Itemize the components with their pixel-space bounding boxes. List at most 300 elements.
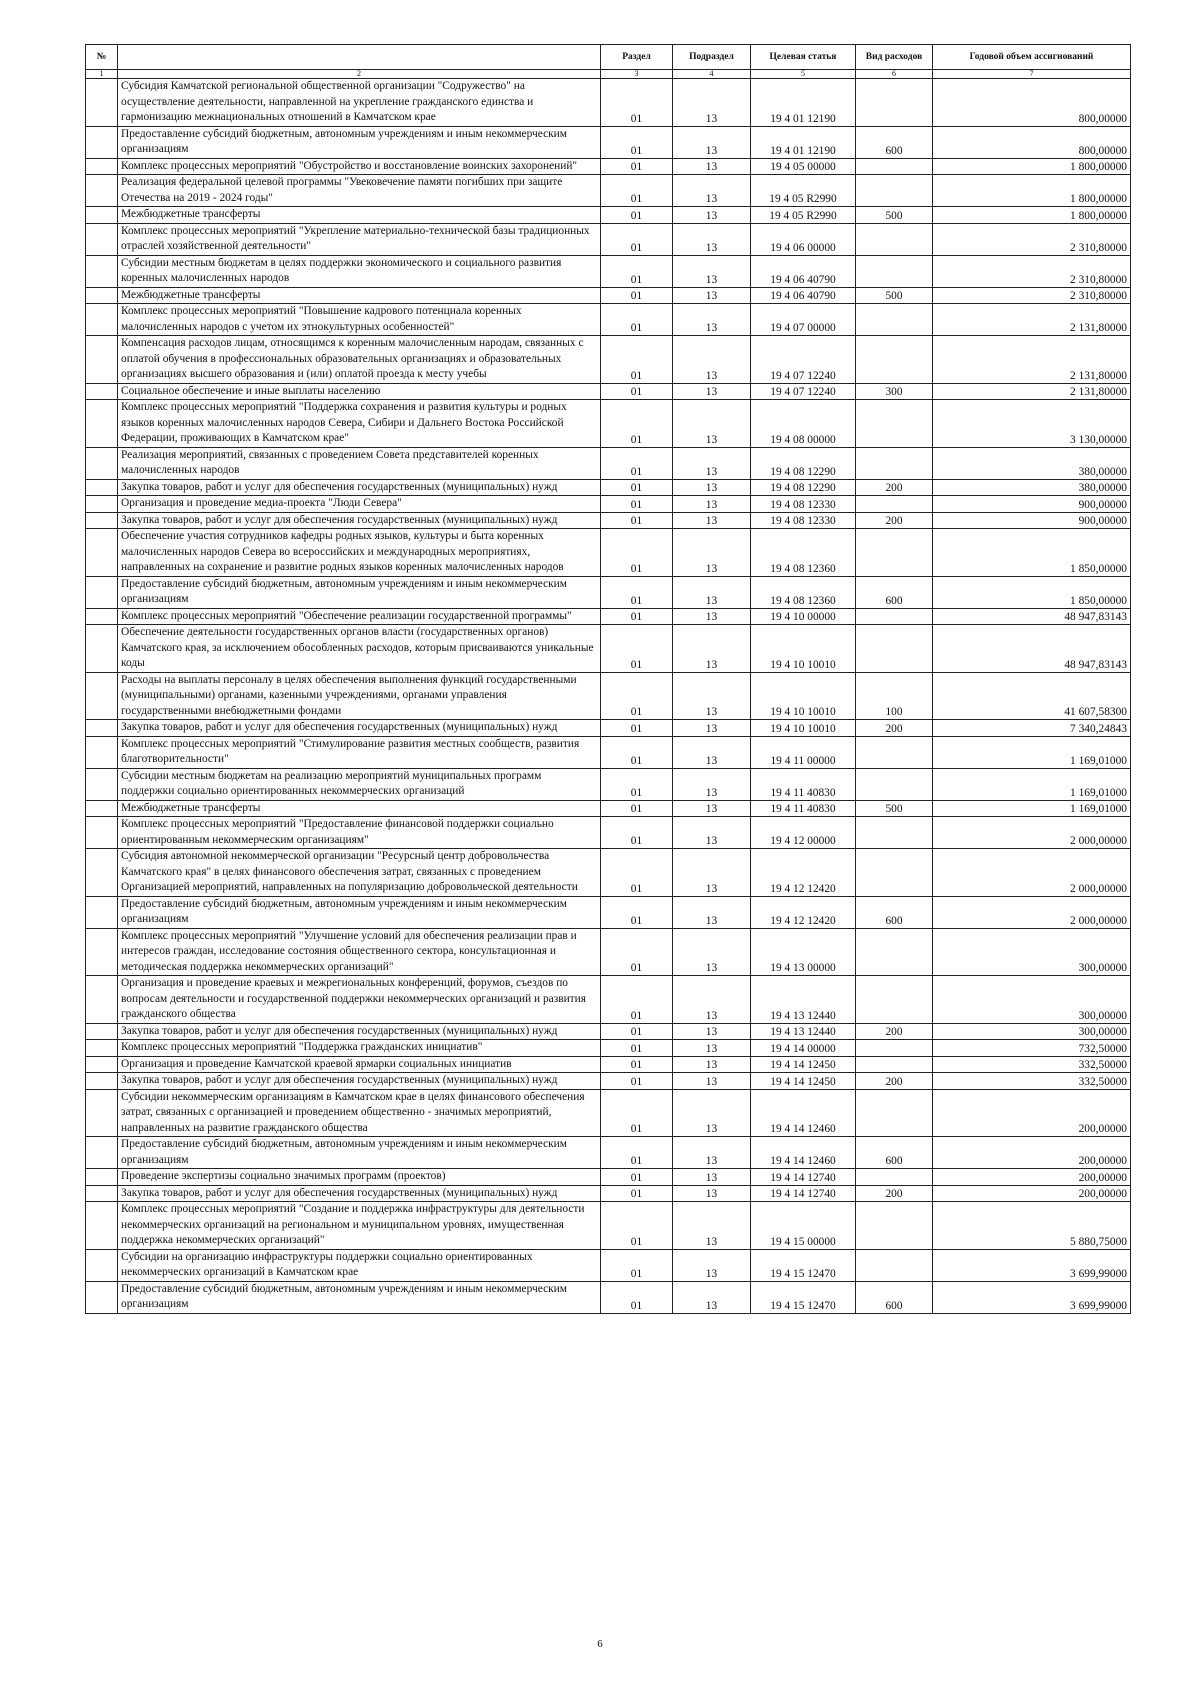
row-number xyxy=(86,175,118,207)
row-razdel: 01 xyxy=(601,625,673,673)
row-name: Обеспечение деятельности государственных органов власти (государственных органов) Камчатского края, за исключением обособленных расходов, которым присваиваются уникальные коды xyxy=(118,625,601,673)
row-razdel: 01 xyxy=(601,576,673,608)
row-target: 19 4 14 00000 xyxy=(751,1040,856,1057)
table-row xyxy=(86,736,1131,768)
row-podrazdel: 13 xyxy=(673,1040,751,1057)
row-number xyxy=(86,849,118,897)
row-expense-type xyxy=(856,608,933,625)
header-row xyxy=(86,45,1131,70)
row-number xyxy=(86,383,118,400)
row-amount: 1 850,00000 xyxy=(933,529,1131,577)
row-razdel: 01 xyxy=(601,447,673,479)
row-number xyxy=(86,1169,118,1186)
table-row xyxy=(86,608,1131,625)
row-razdel: 01 xyxy=(601,175,673,207)
row-expense-type xyxy=(856,1040,933,1057)
row-number xyxy=(86,304,118,336)
row-target: 19 4 10 10010 xyxy=(751,625,856,673)
row-amount: 48 947,83143 xyxy=(933,625,1131,673)
row-expense-type xyxy=(856,928,933,976)
row-number xyxy=(86,928,118,976)
row-target: 19 4 14 12460 xyxy=(751,1089,856,1137)
row-name: Организация и проведение медиа-проекта "Люди Севера" xyxy=(118,496,601,513)
row-number xyxy=(86,896,118,928)
row-expense-type xyxy=(856,529,933,577)
column-number: 6 xyxy=(856,70,933,79)
table-row xyxy=(86,1040,1131,1057)
row-podrazdel: 13 xyxy=(673,736,751,768)
row-podrazdel: 13 xyxy=(673,79,751,127)
row-amount: 2 000,00000 xyxy=(933,849,1131,897)
row-expense-type xyxy=(856,336,933,384)
table-row xyxy=(86,126,1131,158)
row-razdel: 01 xyxy=(601,1056,673,1073)
row-razdel: 01 xyxy=(601,512,673,529)
row-name: Закупка товаров, работ и услуг для обеспечения государственных (муниципальных) нужд xyxy=(118,720,601,737)
row-amount: 2 000,00000 xyxy=(933,896,1131,928)
row-podrazdel: 13 xyxy=(673,1023,751,1040)
row-number xyxy=(86,255,118,287)
row-podrazdel: 13 xyxy=(673,1185,751,1202)
row-number xyxy=(86,126,118,158)
row-target: 19 4 11 40830 xyxy=(751,800,856,817)
row-number xyxy=(86,400,118,448)
row-name: Субсидия Камчатской региональной общественной организации "Содружество" на осуществление деятельности, направленной на укрепление гражданского единства и гармонизацию межнациональных отношений в Камчатском крае xyxy=(118,79,601,127)
row-target: 19 4 06 40790 xyxy=(751,255,856,287)
row-target: 19 4 07 12240 xyxy=(751,336,856,384)
row-number xyxy=(86,1249,118,1281)
row-name: Комплекс процессных мероприятий "Улучшение условий для обеспечения реализации прав и интересов граждан, исследование состояния общественного сектора, консультационная и методическая поддержка некоммерческих организаций" xyxy=(118,928,601,976)
table-row xyxy=(86,158,1131,175)
row-razdel: 01 xyxy=(601,1281,673,1313)
table-row xyxy=(86,1137,1131,1169)
column-number: 3 xyxy=(601,70,673,79)
row-name: Закупка товаров, работ и услуг для обеспечения государственных (муниципальных) нужд xyxy=(118,512,601,529)
col-header-number: № xyxy=(86,45,118,70)
row-razdel: 01 xyxy=(601,479,673,496)
column-number: 7 xyxy=(933,70,1131,79)
row-razdel: 01 xyxy=(601,736,673,768)
row-name: Закупка товаров, работ и услуг для обеспечения государственных (муниципальных) нужд xyxy=(118,479,601,496)
col-header-razdel: Раздел xyxy=(601,45,673,70)
table-row xyxy=(86,336,1131,384)
row-podrazdel: 13 xyxy=(673,175,751,207)
row-razdel: 01 xyxy=(601,1073,673,1090)
row-amount: 380,00000 xyxy=(933,447,1131,479)
table-row xyxy=(86,1185,1131,1202)
row-razdel: 01 xyxy=(601,1185,673,1202)
row-podrazdel: 13 xyxy=(673,383,751,400)
row-amount: 2 310,80000 xyxy=(933,223,1131,255)
row-amount: 1 169,01000 xyxy=(933,768,1131,800)
row-target: 19 4 13 12440 xyxy=(751,976,856,1024)
row-expense-type: 600 xyxy=(856,576,933,608)
row-name: Комплекс процессных мероприятий "Поддержка гражданских инициатив" xyxy=(118,1040,601,1057)
row-amount: 332,50000 xyxy=(933,1073,1131,1090)
row-expense-type: 200 xyxy=(856,1185,933,1202)
row-name: Комплекс процессных мероприятий "Обеспечение реализации государственной программы" xyxy=(118,608,601,625)
budget-table xyxy=(85,44,1131,1314)
table-row xyxy=(86,175,1131,207)
row-name: Комплекс процессных мероприятий "Создание и поддержка инфраструктуры для деятельности некоммерческих организаций на региональном и муниципальном уровнях, имущественная поддержка некоммерческих организаций" xyxy=(118,1202,601,1250)
table-row xyxy=(86,529,1131,577)
row-expense-type xyxy=(856,976,933,1024)
table-row xyxy=(86,1073,1131,1090)
row-number xyxy=(86,1023,118,1040)
row-number xyxy=(86,1137,118,1169)
table-row xyxy=(86,576,1131,608)
row-amount: 900,00000 xyxy=(933,512,1131,529)
row-target: 19 4 05 R2990 xyxy=(751,175,856,207)
row-amount: 5 880,75000 xyxy=(933,1202,1131,1250)
row-name: Закупка товаров, работ и услуг для обеспечения государственных (муниципальных) нужд xyxy=(118,1185,601,1202)
row-target: 19 4 14 12450 xyxy=(751,1073,856,1090)
row-target: 19 4 11 00000 xyxy=(751,736,856,768)
row-target: 19 4 05 00000 xyxy=(751,158,856,175)
row-razdel: 01 xyxy=(601,1249,673,1281)
row-target: 19 4 05 R2990 xyxy=(751,207,856,224)
row-name: Обеспечение участия сотрудников кафедры родных языков, культуры и быта коренных малочисленных народов Севера во всероссийских и международных мероприятиях, направленных на сохранение и развитие родных языков коренных малочисленных народов xyxy=(118,529,601,577)
row-expense-type xyxy=(856,400,933,448)
row-number xyxy=(86,736,118,768)
row-number xyxy=(86,496,118,513)
row-expense-type xyxy=(856,447,933,479)
row-amount: 300,00000 xyxy=(933,1023,1131,1040)
row-podrazdel: 13 xyxy=(673,496,751,513)
row-expense-type: 600 xyxy=(856,896,933,928)
table-row xyxy=(86,625,1131,673)
row-amount: 200,00000 xyxy=(933,1169,1131,1186)
row-podrazdel: 13 xyxy=(673,336,751,384)
table-row xyxy=(86,1281,1131,1313)
row-razdel: 01 xyxy=(601,1169,673,1186)
row-name: Компенсация расходов лицам, относящимся к коренным малочисленным народам, связанных с оплатой обучения в профессиональных образовательных организациях и образовательных организациях высшего образования и (или) оплатой проезда к месту учебы xyxy=(118,336,601,384)
col-header-target: Целевая статья xyxy=(751,45,856,70)
row-amount: 2 000,00000 xyxy=(933,817,1131,849)
row-expense-type xyxy=(856,1089,933,1137)
row-target: 19 4 15 12470 xyxy=(751,1249,856,1281)
row-podrazdel: 13 xyxy=(673,768,751,800)
row-podrazdel: 13 xyxy=(673,223,751,255)
row-podrazdel: 13 xyxy=(673,1137,751,1169)
row-razdel: 01 xyxy=(601,223,673,255)
row-razdel: 01 xyxy=(601,255,673,287)
row-number xyxy=(86,158,118,175)
row-amount: 3 699,99000 xyxy=(933,1281,1131,1313)
row-amount: 300,00000 xyxy=(933,976,1131,1024)
row-razdel: 01 xyxy=(601,976,673,1024)
row-podrazdel: 13 xyxy=(673,1089,751,1137)
table-row xyxy=(86,512,1131,529)
row-target: 19 4 06 00000 xyxy=(751,223,856,255)
row-name: Субсидия автономной некоммерческой организации "Ресурсный центр добровольчества Камчатского края" в целях финансового обеспечения затрат, связанных с проведением Организацией мероприятий, направленных на популяризацию добровольческой деятельности xyxy=(118,849,601,897)
row-expense-type: 500 xyxy=(856,800,933,817)
row-podrazdel: 13 xyxy=(673,1281,751,1313)
row-number xyxy=(86,479,118,496)
row-expense-type xyxy=(856,304,933,336)
row-amount: 332,50000 xyxy=(933,1056,1131,1073)
row-name: Комплекс процессных мероприятий "Повышение кадрового потенциала коренных малочисленных народов с учетом их этнокультурных особенностей" xyxy=(118,304,601,336)
row-target: 19 4 13 12440 xyxy=(751,1023,856,1040)
row-podrazdel: 13 xyxy=(673,529,751,577)
row-name: Реализация мероприятий, связанных с проведением Совета представителей коренных малочисленных народов xyxy=(118,447,601,479)
table-body xyxy=(86,79,1131,1314)
row-number xyxy=(86,1089,118,1137)
row-number xyxy=(86,512,118,529)
row-number xyxy=(86,800,118,817)
row-expense-type: 200 xyxy=(856,720,933,737)
row-number xyxy=(86,223,118,255)
row-podrazdel: 13 xyxy=(673,576,751,608)
row-amount: 200,00000 xyxy=(933,1185,1131,1202)
row-target: 19 4 08 12330 xyxy=(751,512,856,529)
row-razdel: 01 xyxy=(601,928,673,976)
table-row xyxy=(86,1249,1131,1281)
row-target: 19 4 07 12240 xyxy=(751,383,856,400)
row-razdel: 01 xyxy=(601,126,673,158)
row-amount: 1 800,00000 xyxy=(933,158,1131,175)
row-amount: 900,00000 xyxy=(933,496,1131,513)
row-number xyxy=(86,207,118,224)
row-podrazdel: 13 xyxy=(673,928,751,976)
row-razdel: 01 xyxy=(601,849,673,897)
row-target: 19 4 12 12420 xyxy=(751,849,856,897)
row-amount: 3 130,00000 xyxy=(933,400,1131,448)
row-razdel: 01 xyxy=(601,672,673,720)
row-expense-type xyxy=(856,1202,933,1250)
row-amount: 732,50000 xyxy=(933,1040,1131,1057)
row-expense-type: 600 xyxy=(856,1281,933,1313)
row-expense-type xyxy=(856,223,933,255)
row-expense-type: 200 xyxy=(856,479,933,496)
row-name: Предоставление субсидий бюджетным, автономным учреждениям и иным некоммерческим организациям xyxy=(118,126,601,158)
row-razdel: 01 xyxy=(601,800,673,817)
row-podrazdel: 13 xyxy=(673,800,751,817)
row-expense-type xyxy=(856,768,933,800)
row-number xyxy=(86,1073,118,1090)
row-razdel: 01 xyxy=(601,1040,673,1057)
row-name: Комплекс процессных мероприятий "Укрепление материально-технической базы традиционных отраслей хозяйственной деятельности" xyxy=(118,223,601,255)
row-expense-type: 300 xyxy=(856,383,933,400)
row-amount: 800,00000 xyxy=(933,126,1131,158)
table-row xyxy=(86,383,1131,400)
row-number xyxy=(86,287,118,304)
row-podrazdel: 13 xyxy=(673,126,751,158)
row-target: 19 4 12 00000 xyxy=(751,817,856,849)
table-row xyxy=(86,1056,1131,1073)
row-amount: 1 800,00000 xyxy=(933,175,1131,207)
row-name: Комплекс процессных мероприятий "Обустройство и восстановление воинских захоронений" xyxy=(118,158,601,175)
table-row xyxy=(86,672,1131,720)
row-number xyxy=(86,976,118,1024)
row-podrazdel: 13 xyxy=(673,720,751,737)
table-row xyxy=(86,1089,1131,1137)
row-amount: 7 340,24843 xyxy=(933,720,1131,737)
row-razdel: 01 xyxy=(601,768,673,800)
table-row xyxy=(86,223,1131,255)
row-name: Закупка товаров, работ и услуг для обеспечения государственных (муниципальных) нужд xyxy=(118,1023,601,1040)
row-target: 19 4 15 12470 xyxy=(751,1281,856,1313)
row-target: 19 4 08 12290 xyxy=(751,447,856,479)
column-number: 5 xyxy=(751,70,856,79)
row-number xyxy=(86,720,118,737)
row-name: Организация и проведение Камчатской краевой ярмарки социальных инициатив xyxy=(118,1056,601,1073)
row-number xyxy=(86,336,118,384)
row-name: Предоставление субсидий бюджетным, автономным учреждениям и иным некоммерческим организациям xyxy=(118,576,601,608)
row-name: Реализация федеральной целевой программы "Увековечение памяти погибших при защите Отечества на 2019 - 2024 годы" xyxy=(118,175,601,207)
row-name: Предоставление субсидий бюджетным, автономным учреждениям и иным некоммерческим организациям xyxy=(118,1281,601,1313)
row-razdel: 01 xyxy=(601,79,673,127)
row-razdel: 01 xyxy=(601,608,673,625)
table-row xyxy=(86,1202,1131,1250)
row-number xyxy=(86,817,118,849)
row-target: 19 4 14 12740 xyxy=(751,1169,856,1186)
budget-sheet xyxy=(85,44,1130,1314)
table-row xyxy=(86,800,1131,817)
row-podrazdel: 13 xyxy=(673,896,751,928)
row-amount: 200,00000 xyxy=(933,1089,1131,1137)
row-name: Межбюджетные трансферты xyxy=(118,207,601,224)
row-expense-type: 100 xyxy=(856,672,933,720)
table-row xyxy=(86,207,1131,224)
row-name: Субсидии некоммерческим организациям в Камчатском крае в целях финансового обеспечения затрат, связанных с организацией и проведением общественно - значимых мероприятий, направленных на развитие гражданского общества xyxy=(118,1089,601,1137)
table-row xyxy=(86,896,1131,928)
column-number: 4 xyxy=(673,70,751,79)
table-row xyxy=(86,400,1131,448)
row-name: Социальное обеспечение и иные выплаты населению xyxy=(118,383,601,400)
row-podrazdel: 13 xyxy=(673,817,751,849)
row-expense-type xyxy=(856,817,933,849)
row-podrazdel: 13 xyxy=(673,1056,751,1073)
row-expense-type xyxy=(856,849,933,897)
row-number xyxy=(86,1185,118,1202)
table-row xyxy=(86,447,1131,479)
row-number xyxy=(86,529,118,577)
row-number xyxy=(86,576,118,608)
table-row xyxy=(86,1023,1131,1040)
row-expense-type: 200 xyxy=(856,1073,933,1090)
row-expense-type xyxy=(856,1056,933,1073)
col-header-amount: Годовой объем ассигнований xyxy=(933,45,1131,70)
row-name: Комплекс процессных мероприятий "Поддержка сохранения и развития культуры и родных языков коренных малочисленных народов Севера, Сибири и Дальнего Востока Российской Федерации, проживающих в Камчатском крае" xyxy=(118,400,601,448)
page-number: 6 xyxy=(597,1638,603,1650)
row-expense-type xyxy=(856,158,933,175)
row-podrazdel: 13 xyxy=(673,1073,751,1090)
row-name: Субсидии местным бюджетам на реализацию мероприятий муниципальных программ поддержки социально ориентированных некоммерческих организаций xyxy=(118,768,601,800)
row-target: 19 4 08 12330 xyxy=(751,496,856,513)
row-razdel: 01 xyxy=(601,158,673,175)
table-row xyxy=(86,928,1131,976)
row-razdel: 01 xyxy=(601,896,673,928)
row-podrazdel: 13 xyxy=(673,976,751,1024)
row-number xyxy=(86,625,118,673)
row-amount: 1 169,01000 xyxy=(933,736,1131,768)
row-podrazdel: 13 xyxy=(673,158,751,175)
row-number xyxy=(86,672,118,720)
row-target: 19 4 10 10010 xyxy=(751,672,856,720)
row-razdel: 01 xyxy=(601,336,673,384)
row-podrazdel: 13 xyxy=(673,849,751,897)
row-name: Межбюджетные трансферты xyxy=(118,287,601,304)
row-target: 19 4 13 00000 xyxy=(751,928,856,976)
row-razdel: 01 xyxy=(601,496,673,513)
row-amount: 800,00000 xyxy=(933,79,1131,127)
row-razdel: 01 xyxy=(601,720,673,737)
row-podrazdel: 13 xyxy=(673,608,751,625)
row-expense-type xyxy=(856,1249,933,1281)
row-expense-type: 200 xyxy=(856,1023,933,1040)
row-number xyxy=(86,1281,118,1313)
row-amount: 2 310,80000 xyxy=(933,255,1131,287)
row-target: 19 4 06 40790 xyxy=(751,287,856,304)
row-razdel: 01 xyxy=(601,1023,673,1040)
row-amount: 300,00000 xyxy=(933,928,1131,976)
row-number xyxy=(86,1040,118,1057)
row-target: 19 4 14 12450 xyxy=(751,1056,856,1073)
row-podrazdel: 13 xyxy=(673,400,751,448)
row-target: 19 4 01 12190 xyxy=(751,79,856,127)
row-amount: 2 131,80000 xyxy=(933,336,1131,384)
table-row xyxy=(86,768,1131,800)
row-razdel: 01 xyxy=(601,1089,673,1137)
row-razdel: 01 xyxy=(601,400,673,448)
row-target: 19 4 11 40830 xyxy=(751,768,856,800)
row-podrazdel: 13 xyxy=(673,207,751,224)
row-name: Организация и проведение краевых и межрегиональных конференций, форумов, съездов по вопросам деятельности и государственной поддержки некоммерческих организаций и развития гражданского общества xyxy=(118,976,601,1024)
row-razdel: 01 xyxy=(601,207,673,224)
row-target: 19 4 07 00000 xyxy=(751,304,856,336)
row-target: 19 4 08 00000 xyxy=(751,400,856,448)
row-target: 19 4 08 12360 xyxy=(751,529,856,577)
row-expense-type xyxy=(856,736,933,768)
table-row xyxy=(86,255,1131,287)
row-expense-type xyxy=(856,496,933,513)
row-name: Закупка товаров, работ и услуг для обеспечения государственных (муниципальных) нужд xyxy=(118,1073,601,1090)
row-target: 19 4 01 12190 xyxy=(751,126,856,158)
row-amount: 1 800,00000 xyxy=(933,207,1131,224)
row-podrazdel: 13 xyxy=(673,1169,751,1186)
row-podrazdel: 13 xyxy=(673,672,751,720)
row-expense-type: 600 xyxy=(856,1137,933,1169)
row-number xyxy=(86,1202,118,1250)
row-number xyxy=(86,768,118,800)
row-amount: 3 699,99000 xyxy=(933,1249,1131,1281)
row-target: 19 4 08 12290 xyxy=(751,479,856,496)
row-target: 19 4 14 12460 xyxy=(751,1137,856,1169)
row-amount: 2 131,80000 xyxy=(933,304,1131,336)
row-expense-type: 500 xyxy=(856,287,933,304)
table-row xyxy=(86,976,1131,1024)
row-amount: 200,00000 xyxy=(933,1137,1131,1169)
table-row xyxy=(86,496,1131,513)
row-podrazdel: 13 xyxy=(673,447,751,479)
column-number-row xyxy=(86,70,1131,79)
col-header-expense-type: Вид расходов xyxy=(856,45,933,70)
row-amount: 48 947,83143 xyxy=(933,608,1131,625)
table-row xyxy=(86,720,1131,737)
row-name: Субсидии местным бюджетам в целях поддержки экономического и социального развития коренных малочисленных народов xyxy=(118,255,601,287)
row-name: Межбюджетные трансферты xyxy=(118,800,601,817)
row-name: Предоставление субсидий бюджетным, автономным учреждениям и иным некоммерческим организациям xyxy=(118,896,601,928)
table-row xyxy=(86,817,1131,849)
row-amount: 41 607,58300 xyxy=(933,672,1131,720)
row-amount: 380,00000 xyxy=(933,479,1131,496)
row-name: Предоставление субсидий бюджетным, автономным учреждениям и иным некоммерческим организациям xyxy=(118,1137,601,1169)
row-expense-type xyxy=(856,79,933,127)
row-name: Комплекс процессных мероприятий "Предоставление финансовой поддержки социально ориентированным некоммерческим организациям" xyxy=(118,817,601,849)
row-amount: 1 169,01000 xyxy=(933,800,1131,817)
row-amount: 2 310,80000 xyxy=(933,287,1131,304)
